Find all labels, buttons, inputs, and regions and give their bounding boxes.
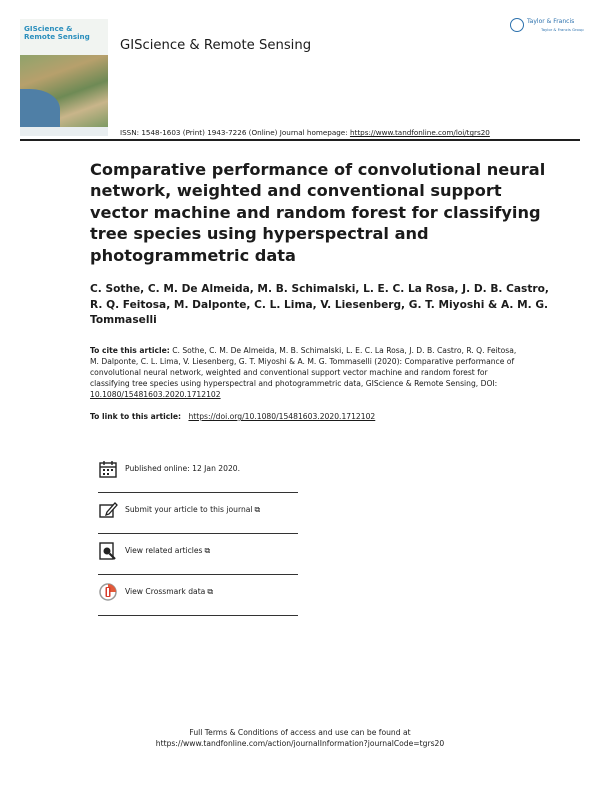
publisher-logo-text: Taylor & Francis: [527, 18, 575, 25]
cover-footer: [20, 127, 108, 136]
related-articles-row[interactable]: [98, 541, 298, 561]
citation-doi-link[interactable]: 10.1080/15481603.2020.1712102: [90, 390, 221, 400]
info-divider: [98, 615, 298, 616]
submit-article-label[interactable]: Submit your article to this journal ⧉: [125, 505, 261, 514]
info-divider: [98, 492, 298, 493]
info-divider: [98, 574, 298, 575]
citation-label: To cite this article:: [90, 346, 170, 355]
info-divider: [98, 533, 298, 534]
header-divider: [20, 139, 580, 141]
issn-text: ISSN: 1548-1603 (Print) 1943-7226 (Online) Journal homepage:: [120, 128, 348, 137]
article-authors: C. Sothe, C. M. De Almeida, M. B. Schimalski, L. E. C. La Rosa, J. D. B. Castro, R. Q. Feitosa, M. Dalponte, C. L. Lima, V. Liesenberg, G. T. Miyoshi & A. M. G. Tommaselli: [90, 283, 549, 327]
publisher-logo-icon: [510, 18, 524, 32]
external-link-icon: ⧉: [207, 587, 214, 596]
article-title: Comparative performance of convolutional neural network, weighted and conventional support vector machine and random forest for classifying tree species using hyperspectral and photogrammetric data: [90, 160, 546, 265]
published-online-label: Published online: 12 Jan 2020.: [125, 464, 241, 473]
footer-terms-text: Full Terms & Conditions of access and use can be found at: [189, 728, 411, 737]
crossmark-row[interactable]: [98, 582, 298, 602]
article-link-line: [90, 412, 375, 421]
journal-name[interactable]: GIScience & Remote Sensing: [120, 38, 312, 53]
published-online-row: [98, 459, 298, 479]
footer-terms-link[interactable]: https://www.tandfonline.com/action/journalInformation?journalCode=tgrs20: [155, 739, 445, 748]
publisher-logo: [510, 17, 582, 35]
crossmark-label[interactable]: View Crossmark data ⧉: [125, 587, 214, 596]
edit-icon: [98, 500, 118, 520]
external-link-icon: ⧉: [204, 546, 211, 555]
citation-text: C. Sothe, C. M. De Almeida, M. B. Schimalski, L. E. C. La Rosa, J. D. B. Castro, R. Q. Feitosa, M. Dalponte, C. L. Lima, V. Liesenberg, G. T. Miyoshi & A. M. G. Tommaselli (2020): Comparative performance of convolutional neural network, weighted and conventional support vector machine and random forest for classifying tree species using hyperspectral and photogrammetric data, GIScience & Remote Sensing, DOI:: [90, 346, 517, 389]
citation-block: [90, 345, 520, 400]
calendar-icon: [98, 459, 118, 479]
search-document-icon: [98, 541, 118, 561]
journal-homepage-link[interactable]: https://www.tandfonline.com/loi/tgrs20: [349, 128, 490, 137]
publisher-logo-subtext: Taylor & Francis Group: [541, 27, 584, 32]
external-link-icon: ⧉: [254, 505, 261, 514]
submit-article-row[interactable]: [98, 500, 298, 520]
journal-cover: [20, 19, 108, 136]
cover-title: GIScience & Remote Sensing: [24, 24, 90, 42]
footer: [0, 727, 600, 749]
article-link-label: To link to this article:: [90, 412, 182, 421]
related-articles-label[interactable]: View related articles ⧉: [125, 546, 211, 555]
crossmark-icon: [98, 582, 118, 602]
article-doi-link[interactable]: https://doi.org/10.1080/15481603.2020.1712102: [188, 412, 376, 421]
issn-line: [120, 128, 490, 137]
